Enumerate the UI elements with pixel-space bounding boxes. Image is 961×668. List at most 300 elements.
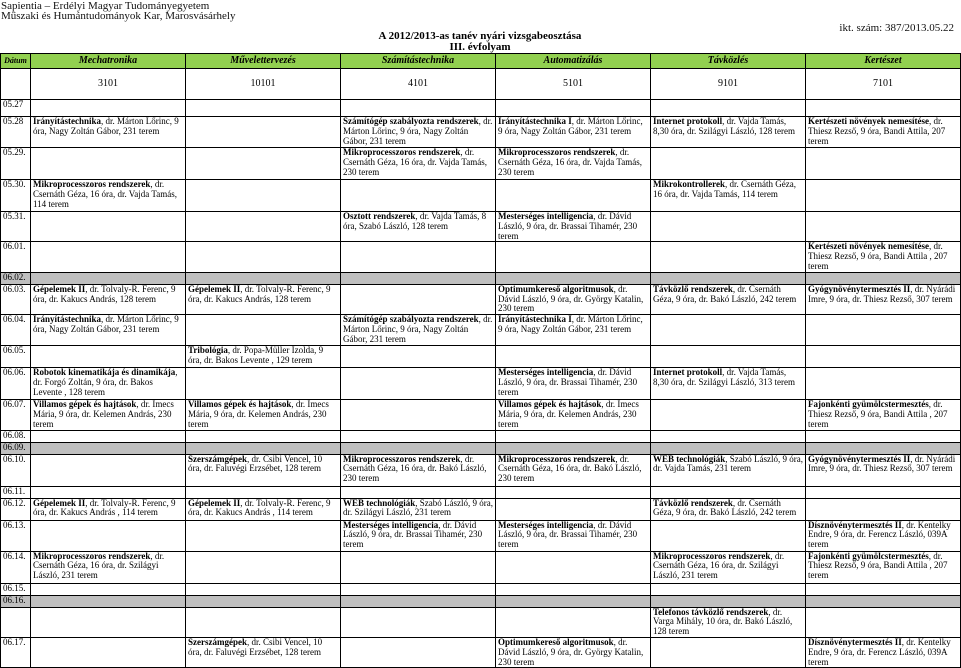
subject-name: Mikrokontrollerek [653,179,725,189]
exam-cell [186,368,341,400]
faculty-name: Műszaki és Humántudományok Kar, Marosvásárhely [1,10,236,22]
date-cell: 06.09. [1,442,31,454]
exam-cell [806,520,961,551]
subject-name: WEB technológiák [653,453,726,464]
exam-cell [651,180,806,212]
subject-name: Kertészeti növények nemesítése [808,116,929,126]
date-cell: 05.27 [1,100,31,117]
exam-cell [341,117,496,148]
schedule-row [1,583,961,595]
exam-details: , dr. Márton Lőrinc, 9 óra, Nagy Zoltán Gábor, 231 terem [343,314,493,344]
exam-cell [186,180,341,212]
exam-details: , dr. Kentelky Endre, 9 óra, dr. Ferencz László, 039A terem [808,519,951,550]
date-cell: 06.01. [1,242,31,272]
exam-cell [31,607,186,637]
schedule-row [1,551,961,583]
subject-name: Számítógép szabályozta rendszerek [343,116,479,126]
exam-cell [186,607,341,637]
exam-details: , dr. Dávid László, 9 óra, dr. Brassai Tihamér, 230 terem [498,519,638,550]
schedule-row [1,454,961,486]
date-column-header: Dátum [1,54,31,69]
date-cell [1,607,31,637]
exam-cell [806,100,961,117]
exam-cell [806,442,961,454]
exam-cell [496,346,651,368]
exam-cell [341,595,496,607]
group-code: 4101 [341,69,496,100]
exam-cell [341,180,496,212]
exam-cell [31,637,186,667]
exam-details: , dr. Csernáth Géza, 16 óra, dr. Bakó László, 230 terem [343,453,487,484]
exam-cell [806,400,961,430]
exam-cell [341,637,496,667]
exam-cell [496,498,651,520]
subject-name: Internet protokoll [653,116,723,126]
exam-cell [806,637,961,667]
exam-cell [806,272,961,284]
schedule-row [1,368,961,400]
exam-cell [341,454,496,486]
exam-cell [496,595,651,607]
exam-cell [341,368,496,400]
exam-cell [651,551,806,583]
exam-cell [806,242,961,272]
exam-cell [31,486,186,498]
exam-cell [651,595,806,607]
exam-cell [496,520,651,551]
specialization-header-row [1,54,961,69]
exam-cell [186,117,341,148]
exam-details: , dr. Nyárádi Imre, 9 óra, dr. Thiesz Rezső, 307 terem [808,283,956,304]
subject-name: Irányítástechnika [33,314,102,325]
exam-details: , dr. Tolvaly-R. Ferenc, 9 óra, dr. Kakucs András, 128 terem [188,283,331,304]
schedule-row [1,607,961,637]
subject-name: Mesterséges intelligencia [498,519,594,530]
exam-details: , dr. Thiesz Rezső, 9 óra, Bandi Attila , 207 terem [808,550,948,581]
exam-details: , dr. Csernáth Géza, 16 óra, dr. Vajda Tamás, 230 terem [343,147,487,177]
exam-cell [806,368,961,400]
university-name: Sapientia – Erdélyi Magyar Tudományegyetem [1,0,210,12]
exam-details: , Szabó László, 9 óra, dr. Vajda Tamás, 231 terem [653,453,803,474]
exam-details: , dr. Imecs Mária, 9 óra, dr. Kelemen András, 230 terem [188,399,329,429]
schedule-row [1,400,961,430]
exam-cell [651,583,806,595]
exam-cell [496,583,651,595]
schedule-row [1,442,961,454]
exam-cell [186,284,341,314]
exam-details: , dr. Nyárádi Imre, 9 óra, dr. Thiesz Rezső, 307 terem [808,453,956,474]
exam-cell [496,551,651,583]
exam-cell [651,430,806,442]
exam-cell [651,242,806,272]
exam-cell [186,272,341,284]
exam-cell [186,242,341,272]
exam-cell [186,346,341,368]
reference-number: ikt. szám: 387/2013.05.22 [839,22,954,34]
schedule-row [1,180,961,212]
exam-details: , dr. Dávid László, 9 óra, dr. Brassai Tihamér, 230 terem [498,367,638,397]
exam-details: , dr. Popa-Müller Izolda, 9 óra, dr. Bakos Levente , 129 terem [188,345,324,365]
schedule-row [1,520,961,551]
exam-cell [496,242,651,272]
subject-name: Optimumkereső algoritmusok [498,283,614,294]
exam-details: , dr. Tolvaly-R. Ferenc, 9 óra, dr. Kakucs András , 114 terem [33,497,176,518]
subject-name: WEB technológiák [343,497,416,508]
exam-details: , dr. Csernáth Géza, 16 óra, dr. Szilágyi László, 231 terem [33,550,165,581]
exam-cell [496,637,651,667]
exam-cell [186,212,341,242]
exam-cell [806,454,961,486]
date-cell: 06.16. [1,595,31,607]
exam-details: , dr. Forgó Zoltán, 9 óra, dr. Bakos Levente , 128 terem [33,367,178,397]
exam-cell [341,498,496,520]
column-header-szamitastechnika: Számítástechnika [341,54,496,69]
exam-cell [806,498,961,520]
exam-cell [186,100,341,117]
exam-cell [651,346,806,368]
exam-details: , dr. Dávid László, 9 óra, dr. György Katalin, 230 terem [498,636,644,667]
exam-cell [806,315,961,346]
date-cell: 06.15. [1,583,31,595]
exam-cell [651,607,806,637]
group-code: 7101 [806,69,961,100]
exam-details: , dr. Márton Lőrinc, 9 óra, Nagy Zoltán Gábor, 231 terem [33,314,179,334]
subject-name: Mesterséges intelligencia [498,367,594,378]
schedule-row [1,117,961,148]
exam-cell [31,442,186,454]
exam-cell [496,180,651,212]
date-cell: 06.08. [1,430,31,442]
exam-cell [651,637,806,667]
exam-cell [186,595,341,607]
schedule-row [1,100,961,117]
subject-name: Mikroprocesszoros rendszerek [343,147,461,157]
exam-cell [31,242,186,272]
exam-cell [31,272,186,284]
year-label: III. évfolyam [449,41,511,53]
group-code: 5101 [496,69,651,100]
date-cell: 06.02. [1,272,31,284]
exam-details: , dr. Varga Mihály, 10 óra, dr. Bakó László, 128 terem [653,606,793,637]
document-title: A 2012/2013-as tanév nyári vizsgabeosztása [378,30,582,42]
subject-name: Mesterséges intelligencia [498,211,594,221]
exam-details: , dr. Tolvaly-R. Ferenc, 9 óra, dr. Kakucs András , 114 terem [188,497,331,518]
exam-cell [186,400,341,430]
exam-cell [496,486,651,498]
exam-cell [31,368,186,400]
exam-cell [186,583,341,595]
exam-details: , Szabó László, 9 óra, dr. Szilágyi László, 231 terem [343,497,493,518]
subject-name: Mikroprocesszoros rendszerek [498,147,616,157]
exam-cell [651,520,806,551]
exam-cell [806,284,961,314]
exam-cell [496,100,651,117]
exam-cell [186,148,341,180]
exam-details: , dr. Vajda Tamás, 8,30 óra, dr. Szilágyi László, 128 terem [653,116,795,136]
subject-name: Szerszámgépek [188,453,247,464]
schedule-row [1,595,961,607]
date-cell: 06.05. [1,346,31,368]
subject-name: Gépelemek II [188,497,241,508]
exam-details: , dr. Csernáth Géza, 16 óra, dr. Szilágyi László, 231 terem [653,550,785,581]
exam-cell [186,442,341,454]
exam-cell [496,368,651,400]
exam-cell [31,148,186,180]
exam-cell [341,583,496,595]
exam-cell [496,272,651,284]
schedule-table [0,53,961,668]
group-code: 10101 [186,69,341,100]
date-cell: 06.03. [1,284,31,314]
schedule-row [1,498,961,520]
exam-cell [341,284,496,314]
subject-name: Villamos gépek és hajtások [33,399,137,410]
exam-cell [496,430,651,442]
exam-cell [31,583,186,595]
schedule-row [1,486,961,498]
exam-cell [31,100,186,117]
exam-details: , dr. Dávid László, 9 óra, dr. György Katalin, 230 terem [498,283,644,314]
date-cell: 06.14. [1,551,31,583]
exam-cell [186,486,341,498]
exam-cell [806,607,961,637]
exam-cell [31,284,186,314]
exam-cell [31,454,186,486]
exam-cell [806,595,961,607]
date-cell: 05.31. [1,212,31,242]
exam-cell [496,442,651,454]
column-header-automatizalas: Automatizálás [496,54,651,69]
subject-name: Kertészeti növények nemesítése [808,241,929,252]
date-cell: 06.07. [1,400,31,430]
exam-details: , dr. Thiesz Rezső, 9 óra, Bandi Attila , 207 terem [808,399,948,429]
column-header-kerteszet: Kertészet [806,54,961,69]
exam-cell [31,595,186,607]
exam-cell [341,520,496,551]
exam-cell [806,180,961,212]
date-cell: 06.04. [1,315,31,346]
exam-cell [496,148,651,180]
exam-cell [341,315,496,346]
exam-cell [31,430,186,442]
exam-details: , dr. Csibi Vencel, 10 óra, dr. Faluvégi Erzsébet, 128 terem [188,453,323,474]
exam-cell [651,100,806,117]
exam-details: , dr. Márton Lőrinc, 9 óra, Nagy Zoltán Gábor, 231 terem [33,116,179,136]
exam-cell [341,148,496,180]
exam-cell [31,180,186,212]
subject-name: Irányítástechnika I [498,314,572,325]
subject-name: Mikroprocesszoros rendszerek [343,453,461,464]
subject-name: Gyógynövénytermesztés II [808,453,911,464]
exam-details: , dr. Tolvaly-R. Ferenc, 9 óra, dr. Kakucs András, 128 terem [33,283,176,304]
subject-name: Villamos gépek és hajtások [188,399,292,410]
exam-cell [341,430,496,442]
subject-name: Mikroprocesszoros rendszerek [33,179,151,189]
exam-details: , dr. Márton Lőrinc, 9 óra, Nagy Zoltán Gábor, 231 terem [498,116,643,136]
exam-details: , dr. Kentelky Endre, 9 óra, dr. Ferencz László, 039A terem [808,636,951,667]
exam-cell [341,551,496,583]
subject-name: Gyógynövénytermesztés II [808,283,911,294]
exam-cell [496,315,651,346]
exam-cell [341,442,496,454]
subject-name: Irányítástechnika I [498,116,572,126]
exam-details: , dr. Thiesz Rezső, 9 óra, Bandi Attila, 207 terem [808,116,946,146]
group-code: 9101 [651,69,806,100]
exam-cell [341,346,496,368]
exam-cell [341,272,496,284]
schedule-row [1,315,961,346]
exam-cell [651,368,806,400]
exam-cell [651,148,806,180]
exam-details: , dr. Csibi Vencel, 10 óra, dr. Faluvégi Erzsébet, 128 terem [188,636,323,657]
exam-details: , dr. Csernáth Géza, 9 óra, dr. Bakó László, 242 terem [653,283,797,304]
column-header-muvelettervezes: Művelettervezés [186,54,341,69]
exam-cell [186,315,341,346]
subject-name: Fajonkénti gyümölcstermesztés [808,550,929,561]
subject-name: Távközlő rendszerek [653,283,733,294]
schedule-row [1,148,961,180]
exam-cell [651,284,806,314]
exam-cell [31,520,186,551]
date-cell: 06.11. [1,486,31,498]
exam-details: , dr. Márton Lőrinc, 9 óra, Nagy Zoltán Gábor, 231 terem [343,116,493,146]
exam-cell [651,315,806,346]
subject-name: Gépelemek II [33,283,86,294]
date-cell: 06.12. [1,498,31,520]
schedule-row [1,346,961,368]
exam-cell [186,520,341,551]
exam-cell [806,212,961,242]
exam-details: , dr. Imecs Mária, 9 óra, dr. Kelemen András, 230 terem [33,399,174,429]
subject-name: Dísznövénytermesztés II [808,636,902,647]
exam-cell [496,607,651,637]
date-cell: 05.28 [1,117,31,148]
exam-cell [806,486,961,498]
subject-name: Gépelemek II [188,283,241,294]
group-code-row [1,69,961,100]
schedule-row [1,430,961,442]
exam-cell [651,442,806,454]
exam-cell [186,454,341,486]
exam-cell [806,551,961,583]
exam-details: , dr. Imecs Mária, 9 óra, dr. Kelemen András, 230 terem [498,399,639,429]
exam-cell [31,346,186,368]
exam-cell [31,212,186,242]
exam-cell [496,284,651,314]
exam-cell [651,272,806,284]
exam-details: , dr. Vajda Tamás, 8,30 óra, dr. Szilágyi László, 313 terem [653,367,795,387]
date-cell: 06.10. [1,454,31,486]
exam-cell [496,212,651,242]
subject-name: Gépelemek II [33,497,86,508]
exam-cell [341,242,496,272]
exam-cell [31,400,186,430]
exam-cell [496,117,651,148]
exam-details: , dr. Dávid László, 9 óra, dr. Brassai Tihamér, 230 terem [343,519,483,550]
group-code-empty [1,69,31,100]
subject-name: Telefonos távközlő rendszerek [653,606,769,617]
exam-cell [186,637,341,667]
subject-name: Távközlő rendszerek [653,497,733,508]
institution-header [1,1,235,21]
exam-details: , dr. Csernáth Géza, 16 óra, dr. Vajda Tamás, 230 terem [498,147,642,177]
subject-name: Robotok kinematikája és dinamikája [33,367,176,378]
subject-name: Dísznövénytermesztés II [808,519,902,530]
date-cell: 06.13. [1,520,31,551]
subject-name: Szerszámgépek [188,636,247,647]
exam-details: , dr. Dávid László, 9 óra, dr. Brassai Tihamér, 230 terem [498,211,638,241]
exam-cell [341,212,496,242]
exam-cell [806,148,961,180]
exam-cell [186,430,341,442]
column-header-mechatronika: Mechatronika [31,54,186,69]
exam-details: , dr. Csernáth Géza, 16 óra, dr. Vajda Tamás, 114 terem [33,179,177,209]
exam-details: , dr. Márton Lőrinc, 9 óra, Nagy Zoltán Gábor, 231 terem [498,314,643,334]
schedule-row [1,272,961,284]
subject-name: Mikroprocesszoros rendszerek [653,550,771,561]
exam-cell [651,212,806,242]
exam-details: , dr. Thiesz Rezső, 9 óra, Bandi Attila , 207 terem [808,241,948,271]
exam-cell [806,583,961,595]
subject-name: Internet protokoll [653,367,723,378]
schedule-row [1,212,961,242]
exam-cell [806,430,961,442]
subject-name: Optimumkereső algoritmusok [498,636,614,647]
exam-cell [31,551,186,583]
exam-cell [651,117,806,148]
exam-cell [651,454,806,486]
exam-cell [341,400,496,430]
subject-name: Villamos gépek és hajtások [498,399,602,410]
exam-details: , dr. Vajda Tamás, 8 óra, Szabó László, 128 terem [343,211,487,231]
subject-name: Számítógép szabályozta rendszerek [343,314,479,325]
subject-name: Tribológia [188,345,228,356]
exam-cell [496,400,651,430]
exam-cell [806,117,961,148]
exam-cell [186,498,341,520]
exam-details: , dr. Csernáth Géza, 16 óra, dr. Bakó László, 230 terem [498,453,642,484]
exam-cell [651,498,806,520]
exam-cell [31,315,186,346]
schedule-row [1,637,961,667]
subject-name: Mikroprocesszoros rendszerek [33,550,151,561]
date-cell: 05.30. [1,180,31,212]
subject-name: Osztott rendszerek [343,211,416,221]
column-header-tavkozles: Távközlés [651,54,806,69]
exam-details: , dr. Csernáth Géza, 9 óra, dr. Bakó László, 242 terem [653,497,797,518]
exam-cell [806,346,961,368]
exam-cell [341,100,496,117]
subject-name: Fajonkénti gyümölcstermesztés [808,399,929,410]
date-cell: 06.06. [1,368,31,400]
subject-name: Mesterséges intelligencia [343,519,439,530]
exam-cell [31,498,186,520]
exam-details: , dr. Csernáth Géza, 16 óra, dr. Vajda Tamás, 114 terem [653,179,796,199]
subject-name: Mikroprocesszoros rendszerek [498,453,616,464]
schedule-row [1,242,961,272]
date-cell: 06.17. [1,637,31,667]
exam-cell [651,486,806,498]
subject-name: Irányítástechnika [33,116,102,126]
exam-cell [31,117,186,148]
exam-cell [496,454,651,486]
exam-cell [341,486,496,498]
date-cell: 05.29. [1,148,31,180]
exam-cell [186,551,341,583]
exam-cell [341,607,496,637]
group-code: 3101 [31,69,186,100]
schedule-row [1,284,961,314]
